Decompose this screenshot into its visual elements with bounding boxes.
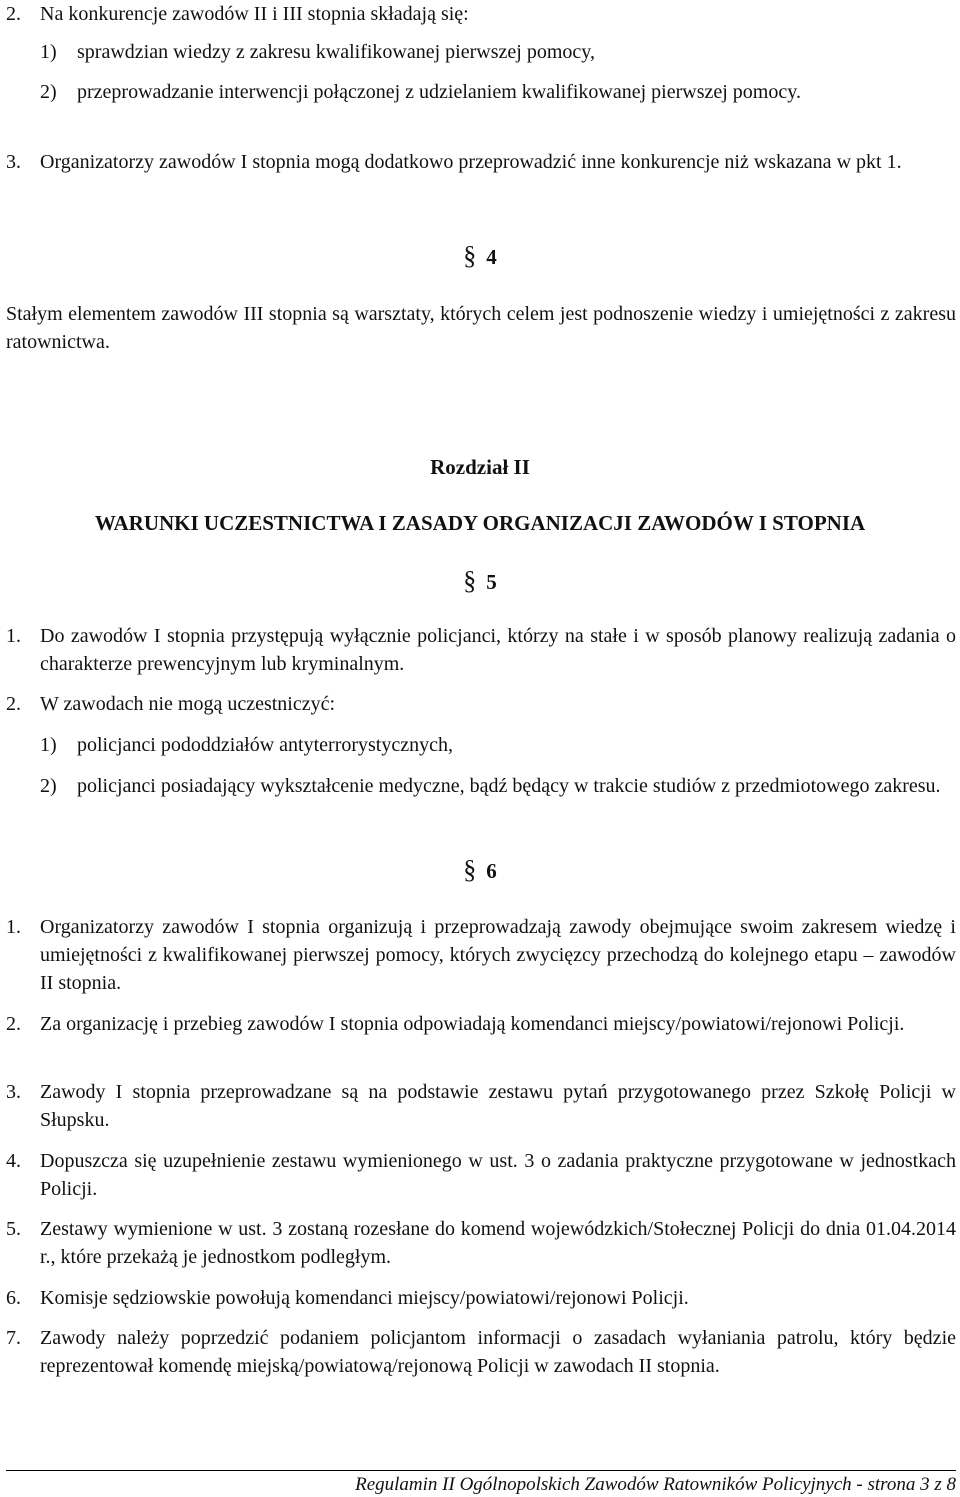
item-text: Zawody należy poprzedzić podaniem policjantom informacji o zasadach wyłaniania patrolu, który będzie reprezentował komendę miejską/powiatową/rejonową Policji w zawodach II stopnia.: [40, 1327, 956, 1377]
section-heading: [0, 242, 960, 271]
paragraph: Stałym elementem zawodów III stopnia są warsztaty, których celem jest podnoszenie wiedzy i umiejętności z zakresu ratownictwa.: [6, 303, 956, 353]
item-text: Dopuszcza się uzupełnienie zestawu wymienionego w ust. 3 o zadania praktyczne przygotowane w jednostkach Policji.: [40, 1150, 956, 1200]
section-number: 4: [486, 245, 497, 269]
sub-list-item: [40, 78, 956, 106]
list-item: [6, 1147, 956, 1203]
item-text: Do zawodów I stopnia przystępują wyłącznie policjanci, którzy na stałe i w sposób planowy realizują zadania o charakterze prewencyjnym lub kryminalnym.: [40, 625, 956, 675]
item-text: sprawdzian wiedzy z zakresu kwalifikowanej pierwszej pomocy,: [77, 41, 595, 63]
item-text: przeprowadzanie interwencji połączonej z udzielaniem kwalifikowanej pierwszej pomocy.: [77, 81, 801, 103]
item-text: Zestawy wymienione w ust. 3 zostaną rozesłane do komend wojewódzkich/Stołecznej Policji do dnia 01.04.2014 r., które przekażą je jednostkom podległym.: [40, 1218, 956, 1268]
section-symbol: §: [463, 566, 477, 595]
item-text: W zawodach nie mogą uczestniczyć:: [40, 693, 336, 715]
item-text: Organizatorzy zawodów I stopnia mogą dodatkowo przeprowadzić inne konkurencje niż wskazana w pkt 1.: [40, 151, 902, 173]
item-text: policjanci pododdziałów antyterrorystycznych,: [77, 734, 453, 756]
footer-divider: [6, 1470, 956, 1471]
item-number: 3.: [6, 151, 21, 173]
sub-list-item: [40, 731, 956, 759]
list-item: [6, 1284, 956, 1312]
item-text: Zawody I stopnia przeprowadzane są na podstawie zestawu pytań przygotowanego przez Szkołę Policji w Słupsku.: [40, 1081, 956, 1131]
list-item: [6, 1078, 956, 1134]
section-heading: [0, 567, 960, 596]
item-number: 4.: [6, 1150, 21, 1172]
item-number: 2): [40, 81, 57, 103]
list-item: [6, 1215, 956, 1271]
item-number: 6.: [6, 1287, 21, 1309]
item-number: 2.: [6, 693, 21, 715]
item-number: 1.: [6, 625, 21, 647]
section-number: 6: [486, 859, 497, 883]
sub-list-item: [40, 772, 956, 800]
list-item: [6, 913, 956, 997]
list-item: [6, 0, 956, 28]
section-symbol: §: [463, 241, 477, 270]
chapter-title: Rozdział II: [430, 455, 530, 479]
section-number: 5: [486, 570, 497, 594]
chapter-subtitle: WARUNKI UCZESTNICTWA I ZASADY ORGANIZACJI ZAWODÓW I STOPNIA: [94, 511, 866, 535]
item-number: 3.: [6, 1081, 21, 1103]
section-symbol: §: [463, 855, 477, 884]
item-number: 2): [40, 775, 57, 797]
section-heading: [0, 856, 960, 885]
item-number: 1): [40, 734, 57, 756]
item-number: 2.: [6, 1013, 21, 1035]
page-footer: Regulamin II Ogólnopolskich Zawodów Ratowników Policyjnych - strona 3 z 8: [355, 1474, 956, 1495]
list-item: [6, 1010, 956, 1038]
item-text: Organizatorzy zawodów I stopnia organizują i przeprowadzają zawody obejmujące swoim zakresem wiedzę i umiejętności z kwalifikowanej pierwszej pomocy, których zwycięzcy przechodzą do kolejnego etapu – zawodów II stopnia.: [40, 916, 956, 994]
item-number: 2.: [6, 3, 21, 25]
sub-list-item: [40, 38, 956, 66]
list-item: [6, 1324, 956, 1380]
item-text: Na konkurencje zawodów II i III stopnia składają się:: [40, 3, 469, 25]
item-number: 7.: [6, 1327, 21, 1349]
list-item: [6, 690, 956, 718]
item-number: 1.: [6, 916, 21, 938]
list-item: [6, 148, 956, 176]
item-text: policjanci posiadający wykształcenie medyczne, bądź będący w trakcie studiów z przedmiotowego zakresu.: [77, 775, 941, 797]
item-number: 1): [40, 41, 57, 63]
item-text: Za organizację i przebieg zawodów I stopnia odpowiadają komendanci miejscy/powiatowi/rejonowi Policji.: [40, 1013, 905, 1035]
item-text: Komisje sędziowskie powołują komendanci miejscy/powiatowi/rejonowi Policji.: [40, 1287, 689, 1309]
item-number: 5.: [6, 1218, 21, 1240]
list-item: [6, 622, 956, 678]
